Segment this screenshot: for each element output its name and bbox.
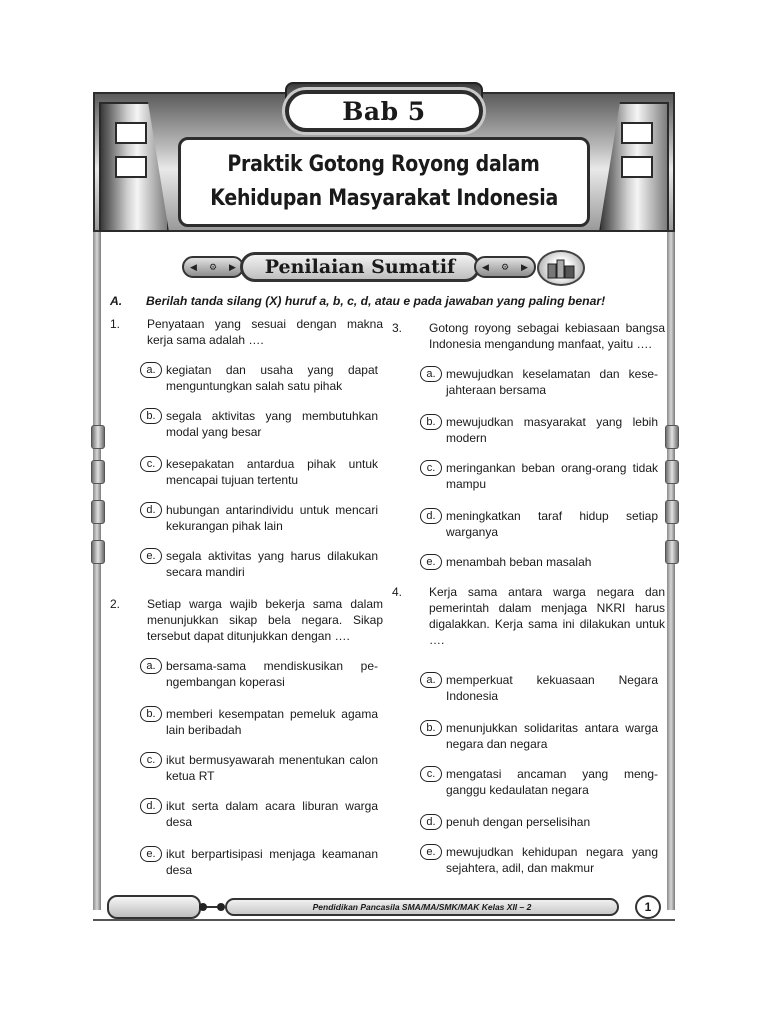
option-letter[interactable]: b.	[140, 408, 162, 424]
section-banner	[182, 248, 587, 286]
footer-dot	[217, 903, 225, 911]
option-text: meringankan beban orang-orang tidak mampu	[446, 461, 658, 491]
left-rail-knob	[91, 540, 105, 564]
option-text: ikut bermusyawarah menentukan calon ketua RT	[166, 753, 378, 783]
option-text: kesepakatan antardua pihak untuk mencapai tujuan tertentu	[166, 457, 378, 487]
right-rail-knob	[665, 425, 679, 449]
question-4	[392, 584, 672, 650]
page-number-badge	[635, 895, 661, 919]
question-number: 3.	[392, 321, 403, 335]
right-frame-rail	[667, 150, 675, 910]
chapter-header	[93, 82, 675, 232]
arrow-left-icon: ◀	[482, 261, 489, 272]
option-text: mewujudkan keselamatan dan kese-jahteraan bersama	[446, 367, 658, 397]
question-number: 1.	[110, 317, 121, 331]
option-letter[interactable]: d.	[140, 798, 162, 814]
option-text: menunjukkan solidaritas antara warga negara dan negara	[446, 721, 658, 751]
question-1	[110, 316, 390, 350]
option-text: mengatasi ancaman yang meng-ganggu kedaulatan negara	[446, 767, 658, 797]
instruction-letter: A.	[110, 294, 123, 308]
arrow-right-icon: ▶	[521, 261, 528, 272]
section-title: Penilaian Sumatif	[264, 256, 456, 278]
option-text: segala aktivitas yang harus dilakukan secara mandiri	[166, 549, 378, 579]
option-letter[interactable]: c.	[420, 766, 442, 782]
banner-right-arrow	[474, 256, 536, 278]
left-frame-rail	[93, 150, 101, 910]
page-number: 1	[644, 900, 652, 914]
arrow-right-icon: ▶	[229, 261, 236, 272]
pillar-slot	[621, 122, 653, 144]
question-number: 2.	[110, 597, 121, 611]
option-text: menambah beban masalah	[446, 555, 592, 569]
question-3	[392, 320, 672, 354]
question-number: 4.	[392, 585, 403, 599]
option-letter[interactable]: b.	[420, 414, 442, 430]
option-letter[interactable]: e.	[420, 554, 442, 570]
option-4b[interactable]	[420, 720, 660, 754]
option-text: kegiatan dan usaha yang dapat menguntungkan salah satu pihak	[166, 363, 378, 393]
footer-book-title: Pendidikan Pancasila SMA/MA/SMK/MAK Kelas XII – 2	[312, 902, 532, 912]
pillar-slot	[115, 156, 147, 178]
footer-rule	[93, 919, 675, 921]
right-rail-knob	[665, 540, 679, 564]
question-2	[110, 596, 390, 646]
option-text: meningkatkan taraf hidup setiap warganya	[446, 509, 658, 539]
right-rail-knob	[665, 500, 679, 524]
chapter-label: Bab 5	[342, 96, 426, 126]
option-3d[interactable]	[420, 508, 660, 542]
option-2e[interactable]	[140, 846, 380, 880]
option-3a[interactable]	[420, 366, 660, 400]
option-letter[interactable]: a.	[140, 658, 162, 674]
question-text: Setiap warga wajib bekerja sama dalam menunjukkan sikap bela negara. Sikap tersebut dapat ditunjukkan dengan ….	[147, 597, 383, 643]
option-letter[interactable]: c.	[140, 752, 162, 768]
chapter-title-box	[178, 137, 590, 227]
option-text: mewujudkan kehidupan negara yang sejahtera, adil, dan makmur	[446, 845, 658, 875]
left-rail-knob	[91, 500, 105, 524]
option-3c[interactable]	[420, 460, 660, 494]
option-text: ikut berpartisipasi menjaga keamanan desa	[166, 847, 378, 877]
option-4e[interactable]	[420, 844, 660, 878]
option-letter[interactable]: b.	[420, 720, 442, 736]
option-letter[interactable]: d.	[420, 814, 442, 830]
option-letter[interactable]: d.	[140, 502, 162, 518]
option-1b[interactable]	[140, 408, 380, 442]
option-text: mewujudkan masyarakat yang lebih modern	[446, 415, 658, 445]
option-2b[interactable]	[140, 706, 380, 740]
option-4d[interactable]	[420, 814, 660, 832]
option-2d[interactable]	[140, 798, 380, 832]
left-rail-knob	[91, 460, 105, 484]
option-4a[interactable]	[420, 672, 660, 706]
option-letter[interactable]: a.	[420, 672, 442, 688]
study-materials-icon	[537, 250, 585, 286]
banner-pill	[240, 252, 480, 282]
option-2a[interactable]	[140, 658, 380, 692]
right-rail-knob	[665, 460, 679, 484]
option-letter[interactable]: e.	[140, 548, 162, 564]
option-1d[interactable]	[140, 502, 380, 536]
pillar-slot	[115, 122, 147, 144]
gear-icon: ⚙	[208, 261, 218, 272]
option-letter[interactable]: e.	[420, 844, 442, 860]
option-letter[interactable]: e.	[140, 846, 162, 862]
option-text: segala aktivitas yang membutuhkan modal yang besar	[166, 409, 378, 439]
option-1a[interactable]	[140, 362, 380, 396]
gear-icon: ⚙	[500, 261, 510, 272]
books-icon	[546, 256, 576, 280]
option-1c[interactable]	[140, 456, 380, 490]
option-2c[interactable]	[140, 752, 380, 786]
banner-left-arrow	[182, 256, 244, 278]
chapter-title-line-1: Praktik Gotong Royong dalam	[227, 152, 541, 177]
option-letter[interactable]: c.	[140, 456, 162, 472]
option-letter[interactable]: a.	[140, 362, 162, 378]
question-text: Penyataan yang sesuai dengan makna kerja sama adalah ….	[147, 317, 383, 347]
footer-dot	[199, 903, 207, 911]
chapter-label-box	[285, 90, 483, 132]
option-text: memperkuat kekuasaan Negara Indonesia	[446, 673, 658, 703]
option-text: ikut serta dalam acara liburan warga desa	[166, 799, 378, 829]
option-3b[interactable]	[420, 414, 660, 448]
option-text: hubungan antarindividu untuk mencari kekurangan pihak lain	[166, 503, 378, 533]
option-letter[interactable]: a.	[420, 366, 442, 382]
chapter-title-line-2: Kehidupan Masyarakat Indonesia	[210, 186, 558, 211]
pillar-slot	[621, 156, 653, 178]
arrow-left-icon: ◀	[190, 261, 197, 272]
option-letter[interactable]: b.	[140, 706, 162, 722]
question-text: Gotong royong sebagai kebiasaan bangsa Indonesia mengandung manfaat, yaitu ….	[429, 321, 665, 351]
question-text: Kerja sama antara warga negara dan pemerintah dalam menjaga NKRI harus digalakkan. Kerja sama ini dilakukan untuk ….	[429, 585, 665, 647]
option-1e[interactable]	[140, 548, 380, 582]
page-footer	[93, 893, 675, 921]
option-4c[interactable]	[420, 766, 660, 800]
option-text: bersama-sama mendiskusikan pe-ngembangan koperasi	[166, 659, 378, 689]
footer-bar	[225, 898, 619, 916]
option-letter[interactable]: c.	[420, 460, 442, 476]
instruction	[110, 294, 670, 308]
option-text: penuh dengan perselisihan	[446, 815, 591, 829]
option-text: memberi kesempatan pemeluk agama lain beribadah	[166, 707, 378, 737]
footer-ornament	[107, 895, 201, 919]
left-rail-knob	[91, 425, 105, 449]
instruction-text: Berilah tanda silang (X) huruf a, b, c, d, atau e pada jawaban yang paling benar!	[146, 294, 606, 308]
option-letter[interactable]: d.	[420, 508, 442, 524]
option-3e[interactable]	[420, 554, 660, 572]
